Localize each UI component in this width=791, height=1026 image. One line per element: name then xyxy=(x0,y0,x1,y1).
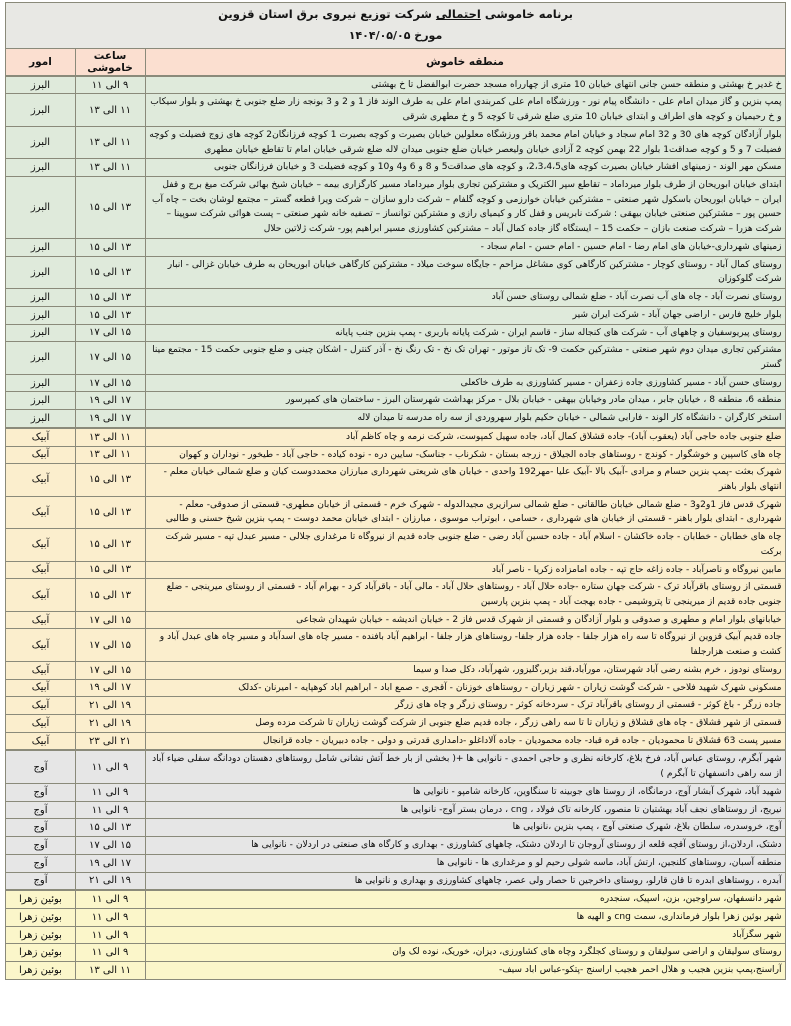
cell-region: قسمتی از روستای باقرآباد ترک - شرکت جهان ستاره -جاده حلال آباد - روستاهای حلال آباد - مالی آباد - باقرآباد کرد - بهرام آباد - قسمتی از روستای میرینجی - ضلع جنوبی جاده قدیم از میرینجی تا پتروشیمی - جاده بهجت آباد - پمپ بنزین پارسین xyxy=(145,579,785,611)
cell-region: روستای نودوز ، خرم بشنه رضی آباد شهرستان، مورآباد،قند بزیر،گلیزور، شهرآباد، دکل صدا و سیما xyxy=(145,661,785,679)
cell-outage-time: ۱۳ الی ۱۵ xyxy=(75,529,145,561)
table-row xyxy=(6,926,785,944)
table-row xyxy=(6,306,785,324)
cell-region: قسمتی از شهر قشلاق - چاه های قشلاق و زیاران تا تا سه راهی زرگر ، جاده قدیم ضلع جنوبی از شرکت گوشت زیاران تا شرکت مزده وصل xyxy=(145,715,785,733)
cell-office: آبیک xyxy=(6,697,75,715)
column-header-time: ساعت خاموشی xyxy=(75,48,145,76)
cell-outage-time: ۱۵ الی ۱۷ xyxy=(75,324,145,342)
cell-outage-time: ۹ الی ۱۱ xyxy=(75,890,145,908)
cell-office: آوج xyxy=(6,750,75,783)
cell-region: منطقه 6، منطقه 8 ، خیابان جابر ، میدان مادر وخیابان بیهقی - خیابان بلال - مرکز بهداشت شهرستان البرز - ساختمان های کمپرسور xyxy=(145,392,785,410)
cell-region: نیریج، از روستاهای نجف آباد بهشتیان تا منصور، کارخانه تاک فولاد ، cng ، درمان بستر آوج- نانوایی ها xyxy=(145,801,785,819)
column-header-region: منطقه خاموش xyxy=(145,48,785,76)
cell-office: البرز xyxy=(6,238,75,256)
title-prefix: برنامه خاموشی xyxy=(480,7,573,21)
table-row xyxy=(6,819,785,837)
title-line-main xyxy=(9,4,781,26)
cell-region: جاده قدیم آبیک قزوین از نیروگاه تا سه راه هزار جلفا - جاده هزار جلفا- روستاهای هزار جلفا - ابراهیم آباد بافنده - مسیر چاه های اسدآباد و مسیر چاه های عبدل آباد و کشت و صنعت هزارجلفا xyxy=(145,629,785,661)
cell-outage-time: ۱۳ الی ۱۵ xyxy=(75,496,145,528)
title-emphasis: احتمالی xyxy=(435,7,481,21)
table-body xyxy=(6,76,785,980)
table-row xyxy=(6,529,785,561)
cell-region: مسیر پست 63 قشلاق تا محمودیان - جاده قره قباد- جاده محمودیان - جاده آلاداغلو -دامداری قدرتی و دولی - جاده دبیریان - جاده قزانجال xyxy=(145,732,785,750)
cell-office: آوج xyxy=(6,783,75,801)
cell-outage-time: ۱۹ الی ۲۱ xyxy=(75,872,145,890)
table-row xyxy=(6,890,785,908)
table-row xyxy=(6,944,785,962)
cell-region: شهر بوئین زهرا بلوار فرمانداری، سمت cng و الهیه ها xyxy=(145,908,785,926)
cell-outage-time: ۱۳ الی ۱۵ xyxy=(75,306,145,324)
cell-region: منطقه آسبان، روستاهای کلنجین، ارتش آباد، ماسه شولی رحیم لو و مرغداری ها - نانوایی ها xyxy=(145,854,785,872)
cell-region: بلوار خلیج فارس - اراضی جهان آباد - شرکت ایران شیر xyxy=(145,306,785,324)
title-row xyxy=(6,3,785,49)
column-header-office: امور xyxy=(6,48,75,76)
cell-outage-time: ۱۱ الی ۱۳ xyxy=(75,159,145,177)
cell-outage-time: ۱۵ الی ۱۷ xyxy=(75,611,145,629)
cell-office: البرز xyxy=(6,94,75,126)
cell-office: البرز xyxy=(6,177,75,239)
cell-region: روستای کمال آباد - روستای کوچار - مشترکین کارگاهی کوی مشاغل مزاحم - جایگاه سوخت میلاد - مشترکین کارگاهی خیابان ابوریحان به طرف خیابان غزالی - انبار شرکت گلوکوزان xyxy=(145,256,785,288)
cell-region: دشتک، اردلان،از روستای آقچه قلعه از روستای آروجان تا اردلان دشتک، چاههای کشاورزی - بهداری و کارگاه های صنعتی در اردلان - نانوایی ها xyxy=(145,837,785,855)
cell-outage-time: ۱۳ الی ۱۵ xyxy=(75,561,145,579)
cell-office: بوئین زهرا xyxy=(6,908,75,926)
table-row xyxy=(6,374,785,392)
cell-outage-time: ۹ الی ۱۱ xyxy=(75,76,145,94)
table-row xyxy=(6,324,785,342)
table-row xyxy=(6,94,785,126)
table-row xyxy=(6,750,785,783)
cell-outage-time: ۱۵ الی ۱۷ xyxy=(75,837,145,855)
cell-outage-time: ۹ الی ۱۱ xyxy=(75,783,145,801)
cell-outage-time: ۱۹ الی ۲۱ xyxy=(75,715,145,733)
table-row xyxy=(6,908,785,926)
cell-region: روستای حسن آباد - مسیر کشاورزی جاده زعفران - مسیر کشاورزی به طرف خاکعلی xyxy=(145,374,785,392)
cell-outage-time: ۱۵ الی ۱۷ xyxy=(75,661,145,679)
table-row xyxy=(6,962,785,980)
cell-office: آوج xyxy=(6,854,75,872)
cell-office: آبیک xyxy=(6,629,75,661)
cell-office: آبیک xyxy=(6,428,75,446)
cell-outage-time: ۱۱ الی ۱۳ xyxy=(75,94,145,126)
cell-office: آبیک xyxy=(6,579,75,611)
cell-office: البرز xyxy=(6,410,75,428)
cell-office: البرز xyxy=(6,126,75,158)
table-row xyxy=(6,496,785,528)
table-row xyxy=(6,732,785,750)
cell-office: بوئین زهرا xyxy=(6,926,75,944)
cell-office: آوج xyxy=(6,872,75,890)
cell-outage-time: ۱۱ الی ۱۳ xyxy=(75,428,145,446)
table-row xyxy=(6,76,785,94)
cell-office: بوئین زهرا xyxy=(6,962,75,980)
cell-region: خیابانهای بلوار امام و مطهری و صدوقی و بلوار آزادگان و قسمتی از شهرک قدس فاز 2 - خیابان اندیشه - خیابان شهیدان شجاعی xyxy=(145,611,785,629)
cell-office: بوئین زهرا xyxy=(6,890,75,908)
cell-outage-time: ۱۳ الی ۱۵ xyxy=(75,464,145,496)
table-row xyxy=(6,629,785,661)
table-row xyxy=(6,289,785,307)
cell-office: البرز xyxy=(6,306,75,324)
cell-region: شهر آبگرم، روستای عباس آباد، فرخ بلاغ، کارخانه نظری و حاجی احمدی - نانوایی ها +( بخشی از بار خط آتش نشانی شامل روستاهای دهستان دودانگه سفلی ضیاء آباد از سه راهی دانسفهان تا آبگرم ) xyxy=(145,750,785,783)
cell-office: بوئین زهرا xyxy=(6,944,75,962)
cell-region: بلوار آزادگان کوچه های 30 و 32 امام سجاد و خیابان امام محمد باقر ورزشگاه معلولین خیابان بصیرت و کوچه بصیرت 1 کوچه فرزانگان2 کوچه های زوج فضیلت و کوچه فضیلت 7 و 5 و کوچه صداقت1 بلوار 22 بهمن کوچه 2 آزادی خیابان ولیعصر خیابان ضلع جنوبی میدان لاله ضلع شرقی خیابان امام تا تقاطع خیابان مطهری xyxy=(145,126,785,158)
cell-office: آبیک xyxy=(6,715,75,733)
cell-outage-time: ۱۹ الی ۲۱ xyxy=(75,697,145,715)
table-row xyxy=(6,392,785,410)
cell-outage-time: ۱۷ الی ۱۹ xyxy=(75,854,145,872)
column-header-row xyxy=(6,48,785,76)
cell-region: آبدره ، روستاهای ابدره تا قان قارلو، روستای داخرجین تا حصار ولی عصر، چاههای کشاورزی و بهداری و نانوایی ها xyxy=(145,872,785,890)
cell-office: البرز xyxy=(6,256,75,288)
table-row xyxy=(6,159,785,177)
cell-region: خ غدیر خ بهشتی و منطقه حسن جانی انتهای خیابان 10 متری از چهارراه مسجد حضرت ابوالفضل تا خ بهشتی xyxy=(145,76,785,94)
cell-outage-time: ۹ الی ۱۱ xyxy=(75,908,145,926)
cell-region: شهر دانسفهان، سراوجین، بزن، اسپیک، سنجدره xyxy=(145,890,785,908)
cell-outage-time: ۱۱ الی ۱۳ xyxy=(75,446,145,464)
table-row xyxy=(6,661,785,679)
cell-office: البرز xyxy=(6,374,75,392)
cell-outage-time: ۹ الی ۱۱ xyxy=(75,801,145,819)
document-title xyxy=(6,3,785,49)
cell-outage-time: ۱۷ الی ۱۹ xyxy=(75,679,145,697)
table-row xyxy=(6,410,785,428)
cell-outage-time: ۱۳ الی ۱۵ xyxy=(75,256,145,288)
table-row xyxy=(6,464,785,496)
cell-office: آبیک xyxy=(6,732,75,750)
title-date-line: مورخ ۱۴۰۴/۰۵/۰۵ xyxy=(348,28,443,42)
table-row xyxy=(6,561,785,579)
cell-office: البرز xyxy=(6,76,75,94)
table-row xyxy=(6,801,785,819)
table-row xyxy=(6,579,785,611)
cell-region: ابتدای خیابان ابوریحان از طرف بلوار میرداماد – تقاطع سپر الکتریک و مشترکین تجاری بلوار میرداماد مسیر کارگزاری بیمه – خیابان شیخ بهائی شرکت میغ برج و قفل ایران – خیابان ابوریحان باسکول شهر صنعتی – مشترکین خیابان خوارزمی و کوچه گلفام – شرکت دارو سازان – شرکت ویرا قطعه گستر – مجتمع لوشان بخت – چاه آب حسین پور – مشترکین صنعتی خیابان بیهقی : شرکت نابریس و قفل کار و کیمیای رازی و مشترکین توانساز – تصفیه خانه شهر صنعتی – پست هوائی شرکت سوپینا – شرکت هزرا – شرکت صنعت بازان – حکمت 15 – ایستگاه گاز جاده کمال آباد – مشترکین کشاورزی مسیر ابراهیم پور- شرکت ژلاتین حلال xyxy=(145,177,785,239)
cell-outage-time: ۱۵ الی ۱۷ xyxy=(75,374,145,392)
cell-region: روستای پیریوسفیان و چاههای آب - شرکت های کنجاله ساز - قاسم ایران - شرکت پایانه باربری - پمپ بنزین جنب پایانه xyxy=(145,324,785,342)
cell-region: مابین نیروگاه و ناصرآباد - جاده زاغه حاج تپه - جاده امامزاده زکریا - ناصر آباد xyxy=(145,561,785,579)
cell-outage-time: ۱۳ الی ۱۵ xyxy=(75,289,145,307)
cell-office: آبیک xyxy=(6,446,75,464)
outage-schedule-sheet xyxy=(0,2,791,1026)
cell-region: شهرک قدس فاز 1و2و3 - ضلع شمالی خیابان طالقانی - ضلع شمالی سرازیری مجیدالدوله - شهرک خرم - قسمتی از خیابان مطهری- قسمتی از صدوقی- معلم - شهرداری - ابتدای بلوار باهنر - قسمتی از خیابان های شهرداری ، حسامی ، ابوتراب موسوی ، مبارزان - ابتدای خیابان محمد دوست - پمپ بنزین شیخ حسنی و طالبی xyxy=(145,496,785,528)
cell-region: زمینهای شهرداری-خیابان های امام رضا - امام حسین - امام حسن - امام سجاد - xyxy=(145,238,785,256)
cell-office: آوج xyxy=(6,801,75,819)
cell-office: البرز xyxy=(6,159,75,177)
cell-region: روستای نصرت آباد - چاه های آب نصرت آباد - ضلع شمالی روستای حسن آباد xyxy=(145,289,785,307)
cell-outage-time: ۲۱ الی ۲۳ xyxy=(75,732,145,750)
cell-office: آبیک xyxy=(6,561,75,579)
cell-outage-time: ۱۱ الی ۱۳ xyxy=(75,126,145,158)
cell-outage-time: ۹ الی ۱۱ xyxy=(75,944,145,962)
cell-outage-time: ۱۳ الی ۱۵ xyxy=(75,177,145,239)
cell-office: البرز xyxy=(6,324,75,342)
table-row xyxy=(6,854,785,872)
cell-office: آبیک xyxy=(6,661,75,679)
cell-region: پمپ بنزین و گاز میدان امام علی - دانشگاه پیام نور - ورزشگاه امام علی کمربندی امام علی به طرف الوند فاز 1 و 2 و 3 بونجه زار ضلع جنوبی خ بهشتی و بلوار سیکاب و خ رحیمیان و کوچه های اطراف و ابتدای خیابان 10 متری ضلع شرقی تا کوچه 5 و خ مطهری شرقی xyxy=(145,94,785,126)
cell-outage-time: ۱۵ الی ۱۷ xyxy=(75,629,145,661)
cell-office: آوج xyxy=(6,837,75,855)
cell-region: ضلع جنوبی جاده حاجی آباد (یعقوب آباد)- جاده قشلاق کمال آباد، جاده سهیل کمپوست، شرکت نرمه و چاه کاظم آباد xyxy=(145,428,785,446)
cell-office: آبیک xyxy=(6,679,75,697)
table-row xyxy=(6,428,785,446)
table-row xyxy=(6,611,785,629)
cell-region: شهید آباد، شهرک آبشار آوج، درمانگاه، از روستا های جوبینه تا سنگاوین، کارخانه شامپو - نانوایی ها xyxy=(145,783,785,801)
table-row xyxy=(6,783,785,801)
cell-office: البرز xyxy=(6,392,75,410)
cell-outage-time: ۹ الی ۱۱ xyxy=(75,750,145,783)
table-row xyxy=(6,342,785,374)
cell-region: جاده زرگر - باغ کوثر - قسمتی از روستای باقرآباد ترک - سردخانه کوثر - روستای زرگر و چاه های زرگر xyxy=(145,697,785,715)
cell-outage-time: ۱۷ الی ۱۹ xyxy=(75,392,145,410)
cell-office: آوج xyxy=(6,819,75,837)
cell-outage-time: ۱۳ الی ۱۵ xyxy=(75,819,145,837)
table-row xyxy=(6,679,785,697)
cell-office: البرز xyxy=(6,342,75,374)
table-row xyxy=(6,238,785,256)
cell-region: آراسنج،پمپ بنزین هجیب و هلال احمر هجیب اراسنج -پتکو-عباس اباد سیف- xyxy=(145,962,785,980)
table-row xyxy=(6,126,785,158)
cell-region: مسکونی شهرک شهید فلاحی - شرکت گوشت زیاران - شهر زیاران - روستاهای خوزنان - آقجری - صمع اباد - ابراهیم اباد کوهپایه - امیرنان -کدلک xyxy=(145,679,785,697)
cell-office: آبیک xyxy=(6,464,75,496)
cell-region: مشترکین تجاری میدان دوم شهر صنعتی - مشترکین حکمت 9- تک تاز موتور - تهران تک نخ - تک رنگ نخ - آذر کنترل - اشکان چینی و ضلع جنوبی حکمت 15 - مجتمع مینا گستر xyxy=(145,342,785,374)
cell-outage-time: ۱۷ الی ۱۹ xyxy=(75,410,145,428)
table-row xyxy=(6,837,785,855)
cell-outage-time: ۱۵ الی ۱۷ xyxy=(75,342,145,374)
cell-office: آبیک xyxy=(6,611,75,629)
cell-region: شهر سگزآباد xyxy=(145,926,785,944)
table-row xyxy=(6,177,785,239)
cell-outage-time: ۹ الی ۱۱ xyxy=(75,926,145,944)
cell-outage-time: ۱۳ الی ۱۵ xyxy=(75,238,145,256)
cell-region: مسکن مهر الوند - زمینهای افشار خیابان بصیرت کوچه های2،3،4،5، و کوچه های صداقت5 و 8 و 6 و4 و10 و کوچه فضیلت 3 و خیابان فرزانگان جنوبی xyxy=(145,159,785,177)
table-row xyxy=(6,872,785,890)
table-row xyxy=(6,256,785,288)
outage-schedule-table xyxy=(5,2,785,980)
title-suffix: شرکت توزیع نیروی برق استان قزوین xyxy=(218,7,436,21)
cell-region: شهرک بعثت -پمپ بنزین حسام و مرادی -آبیک بالا -آبیک علیا -مهر192 واحدی - خیابان های شریعتی شهرداری مبارزان محمددوست کیان و ضلع شمالی خیابان معلم - انتهای بلوار باهنر xyxy=(145,464,785,496)
cell-region: چاه های خطابان - خطابان - جاده خاکشان - اسلام آباد - جاده حسین آباد رضی - ضلع جنوبی جاده قدیم از نیروگاه تا مرغداری جلالی - مسیر عبدل تپه - مسیر شرکت برکت xyxy=(145,529,785,561)
cell-region: روستای سولیقان و اراضی سولیقان و روستای کجلگرد وچاه های کشاورزی، دیزان، خوریک، نوده لک وان xyxy=(145,944,785,962)
cell-office: البرز xyxy=(6,289,75,307)
table-row xyxy=(6,715,785,733)
table-row xyxy=(6,446,785,464)
cell-office: آبیک xyxy=(6,496,75,528)
cell-region: آوج، خروسدره، سلطان بلاغ، شهرک صنعتی آوج ، پمپ بنزین ،نانوایی ها xyxy=(145,819,785,837)
table-row xyxy=(6,697,785,715)
cell-office: آبیک xyxy=(6,529,75,561)
cell-region: چاه های کاسپین و خوشگوار - کوندج - روستاهای جاده الجیلاق - زرجه بستان - شکرناب - جناسک- سایین دره - نوده کیاده - حاجی آباد - طیخور - نوداران و کهوان xyxy=(145,446,785,464)
cell-region: استخر کارگران - دانشگاه کار الوند - فارابی شمالی - خیابان حکیم بلوار سهروردی از سه راه مدرسه تا میدان لاله xyxy=(145,410,785,428)
table-head xyxy=(6,3,785,76)
cell-outage-time: ۱۳ الی ۱۵ xyxy=(75,579,145,611)
cell-outage-time: ۱۱ الی ۱۳ xyxy=(75,962,145,980)
